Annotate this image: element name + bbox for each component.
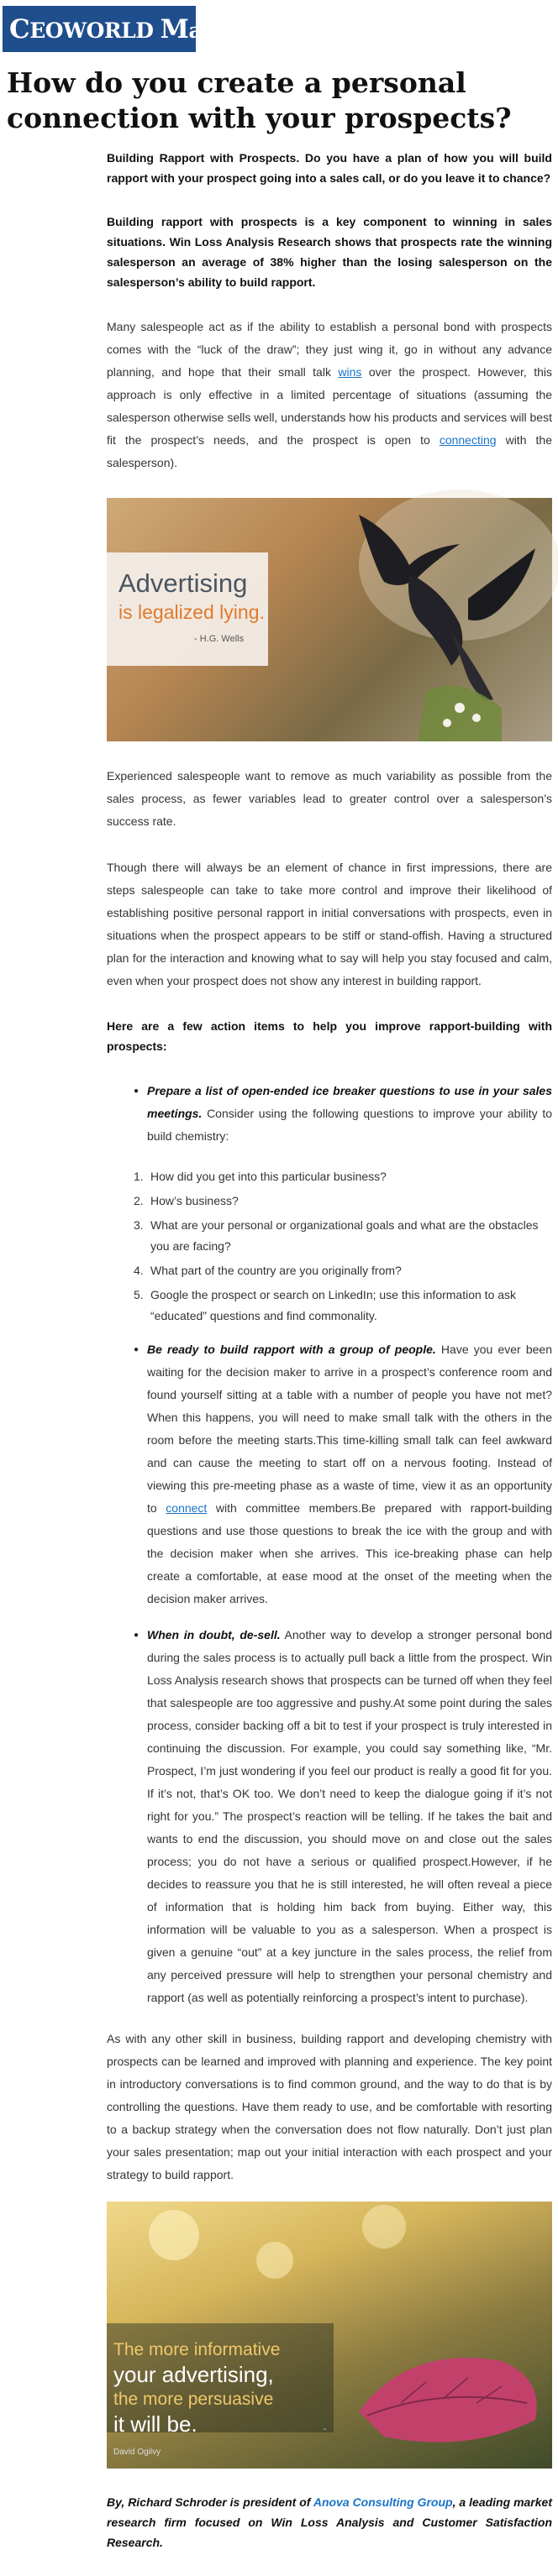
paragraph-2: Experienced salespeople want to remove as much variability as possible from the sales process, as fewer variables lead to greater control over a salesperson’s success rate. — [107, 769, 552, 828]
paragraph-4: As with any other skill in business, building rapport and developing chemistry with prospects can be learned and improved with planning and experience. The key point in introductory conversations is to find common ground, and the way to do that is by controlling the questions. Have them ready to use, and be comfortable with resorting to a backup strategy when the conversation does not flow naturally. Don’t just plan your sales presentation; map out your initial interaction with each prospect and your strategy to build rapport. — [107, 2032, 552, 2181]
quote2-line-3: the more persuasive — [113, 2390, 274, 2409]
quote-attribution: - H.G. Wells — [194, 634, 245, 644]
intro-paragraph: Building Rapport with Prospects. Do you have a plan of how you will build rapport with your prospect going into a sales call, or do you leave it to chance? — [107, 151, 552, 185]
link-wins[interactable]: wins — [338, 365, 362, 379]
link-connecting[interactable]: connecting — [439, 433, 497, 447]
list-item: 1. How did you get into this particular business? — [134, 1170, 387, 1183]
quote2-line-1: The more informative — [113, 2340, 281, 2359]
author-byline: By, Richard Schroder is president of Anova Consulting Group, a leading market research firm focused on Win Loss Analysis and Customer Satisfaction Research. — [107, 2495, 552, 2549]
list-item: 4. What part of the country are you originally from? — [134, 1264, 402, 1277]
logo-text: CEOWORLD Magazine — [9, 13, 276, 45]
ogilvy-quote-image — [107, 2202, 552, 2469]
list-item: 3. What are your personal or organizational goals and what are the obstacles you are facing? — [134, 1218, 539, 1253]
action-heading: Here are a few action items to help you improve rapport-building with prospects: — [107, 1019, 552, 1053]
link-connect[interactable]: connect — [166, 1501, 208, 1515]
paragraph-3: Though there will always be an element of chance in first impressions, there are steps salespeople can take to take more control and improve their likelihood of establishing positive personal rapport in initial conversations with prospects, even in situations when the prospect appears to be stiff or stand-offish. Having a structured plan for the interaction and knowing what to say will help you stay focused and calm, even when your prospect does not show any interest in building rapport. — [107, 861, 552, 987]
bullet-item-icebreakers: ● Prepare a list of open-ended ice breaker questions to use in your sales meetings. Consider using the following questions to improve your ability to build chemistry: — [134, 1080, 552, 1148]
quote-overlay-2 — [107, 2323, 334, 2457]
list-item: 2. How’s business? — [134, 1194, 239, 1207]
site-logo[interactable] — [3, 6, 276, 52]
action-list — [134, 1080, 552, 1148]
paragraph-1: Many salespeople act as if the ability to establish a personal bond with prospects comes with the “luck of the draw”; they just wing it, go in without any advance planning, and hope that their small talk wins over the prospect. However, this approach is only effective in a limited percentage of situations (assuming the salesperson otherwise sells well, understands how his products and services will best fit the prospect’s needs, and the prospect is open to connecting with the salesperson). — [107, 320, 552, 469]
key-paragraph: Building rapport with prospects is a key component to winning in sales situations. Win Loss Analysis Research shows that prospects rate the winning salesperson an average of 38% higher than the losing salesperson on the salesperson’s ability to build rapport. — [107, 215, 552, 289]
article-title: How do you create a personal connection with your prospects? — [7, 66, 512, 134]
bullet-item-group-rapport: ● Be ready to build rapport with a group of people. Have you ever been waiting for the decision maker to arrive in a prospect’s conference room and found yourself sitting at a table with a number of people you have not met? When this happens, you will need to make small talk with the others in the room before the meeting starts.This time-killing small talk can feel awkward and can cause the meeting to start off on a nervous footing. Instead of viewing this pre-meeting phase as a waste of time, view it as an opportunity to connect with committee members.Be prepared with rapport-building questions and use those questions to break the ice with the group and with the decision maker when she arrives. This ice-breaking phase can help create a comfortable, at ease mood at the onset of the meeting when the decision maker arrives. — [134, 1338, 552, 1610]
list-item: 5. Google the prospect or search on LinkedIn; use this information to ask “educated” questions and find commonality. — [134, 1288, 517, 1322]
quote2-attribution: - David Ogilvy — [113, 2425, 327, 2457]
quote-line-1: Advertising — [118, 568, 248, 598]
quote-line-2: is legalized lying. — [118, 601, 265, 623]
link-anova[interactable]: Anova Consulting Group — [313, 2495, 453, 2509]
quote2-last-row — [113, 2411, 334, 2462]
bullet-item-de-sell: ● When in doubt, de-sell. Another way to develop a stronger personal bond during the sales process is to actually pull back a little from the prospect. Win Loss Analysis research shows that prospects can be turned off when they feel that salespeople are too aggressive and pushy.At some point during the sales process, consider backing off a bit to test if your prospect is truly interested in continuing the discussion. For example, you could say something like, “Mr. Prospect, I’m just wondering if you feel our product is really a good fit for you. If it’s not, that’s OK too. We don’t need to keep the dialogue going if it’s not right for you.” The prospect’s reaction will be telling. If he takes the bait and wants to end the discussion, you should move on and close out the sales process; you do not have a serious or qualified prospect.However, if he decides to reassure you that he is still interested, he will often reveal a piece of information that is holding him back from buying. Either way, this information will be valuable to you as a salesperson. When a prospect is given a genuine “out” at a key juncture in the sales process, the relief from any perceived pressure will help to strengthen your personal chemistry and rapport (as well as potentially reinforcing a prospect’s intent to purchase). — [134, 1624, 552, 2009]
quote2-line-4: it will be. — [113, 2411, 197, 2437]
action-list-continued — [134, 1338, 552, 2009]
question-list — [134, 1166, 552, 1327]
quote-overlay — [107, 552, 268, 666]
advertising-quote-image — [107, 498, 552, 741]
quote2-line-2: your advertising, — [113, 2362, 274, 2387]
article-body — [107, 148, 552, 2576]
